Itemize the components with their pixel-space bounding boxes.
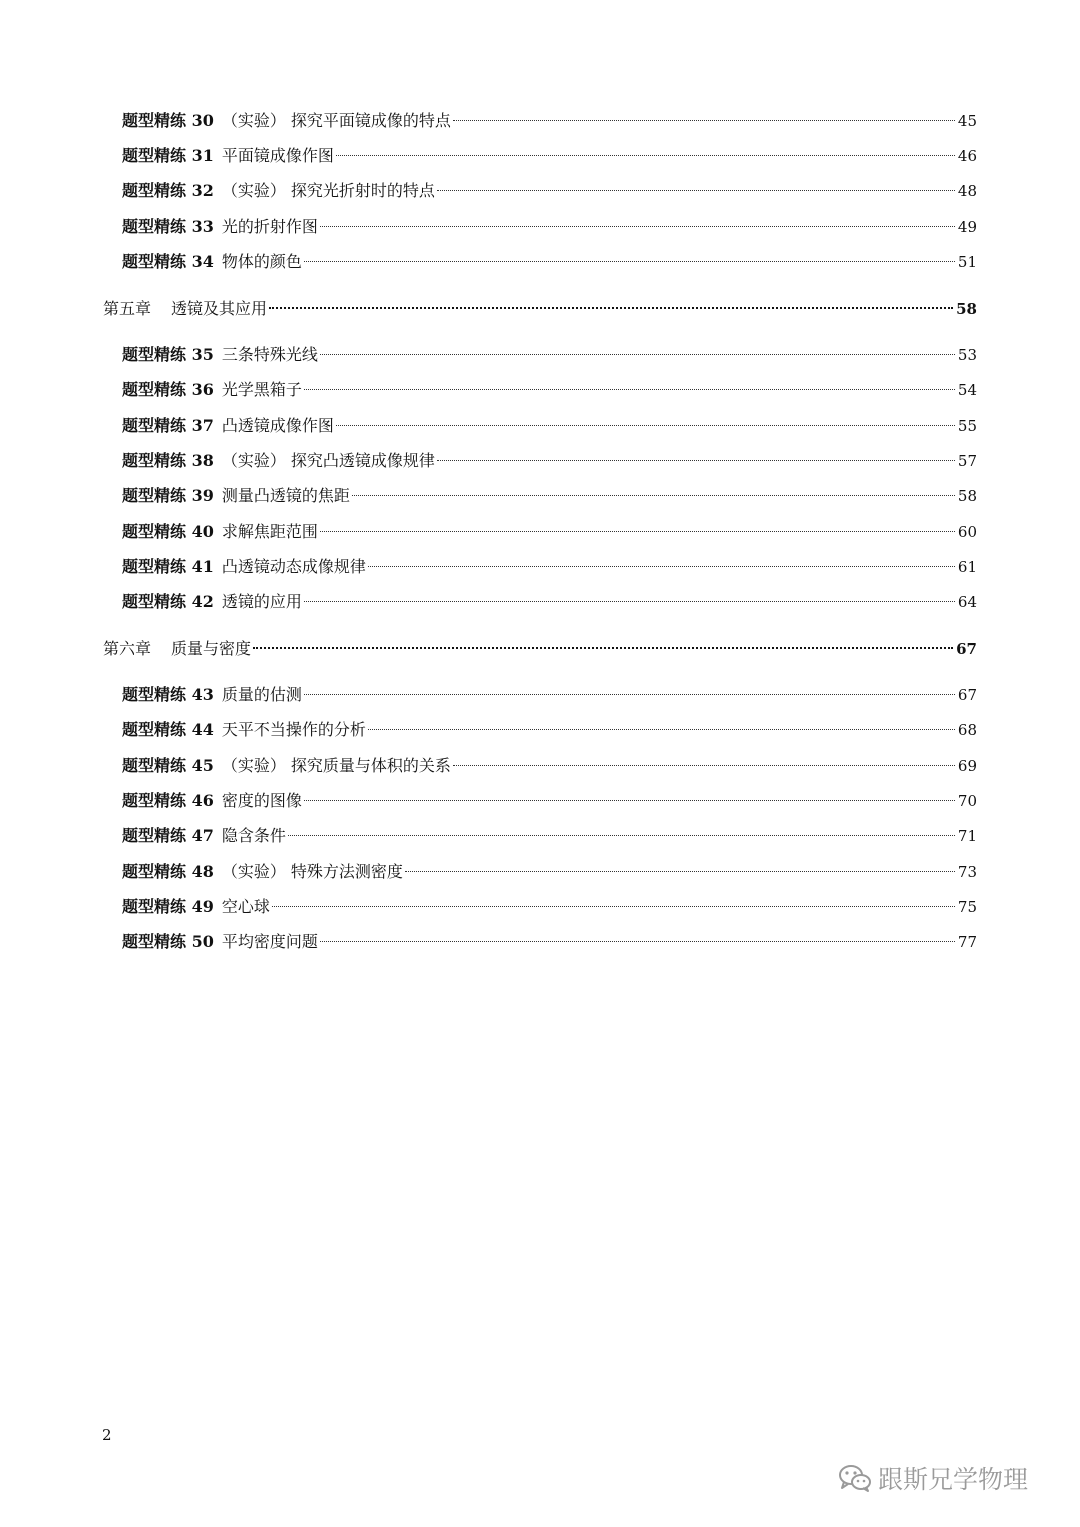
toc-entry-label: 题型精练 43 xyxy=(122,685,214,704)
chapter-label: 第六章 xyxy=(103,639,152,658)
toc-entry-label: 题型精练 33 xyxy=(122,217,214,236)
toc-entry[interactable] xyxy=(122,413,977,439)
toc-entry[interactable] xyxy=(122,554,977,580)
toc-entry-label: 题型精练 50 xyxy=(122,932,214,951)
dot-leader xyxy=(453,764,955,766)
dot-leader xyxy=(304,600,955,602)
toc-entry-label: 题型精练 40 xyxy=(122,522,214,541)
dot-leader xyxy=(304,799,955,801)
chapter-title: 透镜及其应用 xyxy=(171,299,268,318)
toc-entry[interactable] xyxy=(122,859,977,885)
toc-entry-label: 题型精练 45 xyxy=(122,756,214,775)
dot-leader xyxy=(320,353,955,355)
toc-entry-page: 69 xyxy=(957,757,977,775)
dot-leader xyxy=(320,530,955,532)
toc-entry-title: 测量凸透镜的焦距 xyxy=(221,486,350,505)
toc-entry-label: 题型精练 42 xyxy=(122,592,214,611)
toc-entry-title: 光的折射作图 xyxy=(221,217,318,236)
toc-entry-label: 题型精练 41 xyxy=(122,557,214,576)
dot-leader xyxy=(304,388,955,390)
toc-entry[interactable] xyxy=(122,448,977,474)
dot-leader xyxy=(336,424,955,426)
toc-entry-page: 55 xyxy=(957,417,977,435)
toc-entry-page: 61 xyxy=(957,558,977,576)
dot-leader xyxy=(405,870,955,872)
dot-leader xyxy=(288,834,955,836)
toc-entry-title: 平均密度问题 xyxy=(221,932,318,951)
toc-entry-title: （实验） 探究光折射时的特点 xyxy=(221,181,435,200)
watermark-text: 跟斯兄学物理 xyxy=(878,1465,1029,1494)
toc-entry-title: 凸透镜动态成像规律 xyxy=(221,557,366,576)
toc-entry-label: 题型精练 47 xyxy=(122,826,214,845)
toc-entry-label: 题型精练 31 xyxy=(122,146,214,165)
toc-entry-label: 题型精练 48 xyxy=(122,862,214,881)
toc-chapter[interactable] xyxy=(103,636,977,662)
chapter-label: 第五章 xyxy=(103,299,152,318)
toc-entry-label: 题型精练 39 xyxy=(122,486,214,505)
toc-entry-title: 隐含条件 xyxy=(221,826,286,845)
toc-entry-title: 质量的估测 xyxy=(221,685,302,704)
toc-entry-title: 凸透镜成像作图 xyxy=(221,416,334,435)
toc-entry[interactable] xyxy=(122,753,977,779)
dot-leader xyxy=(269,306,953,309)
toc-entry-label: 题型精练 37 xyxy=(122,416,214,435)
toc-entry-page: 57 xyxy=(957,452,977,470)
toc-entry-label: 题型精练 38 xyxy=(122,451,214,470)
toc-entry-page: 45 xyxy=(957,112,977,130)
toc-entry[interactable] xyxy=(122,788,977,814)
toc-entry[interactable] xyxy=(122,342,977,368)
toc-entry-label: 题型精练 46 xyxy=(122,791,214,810)
dot-leader xyxy=(368,565,955,567)
toc-entry-label: 题型精练 35 xyxy=(122,345,214,364)
toc-entry-title: 透镜的应用 xyxy=(221,592,302,611)
toc-entry[interactable] xyxy=(122,717,977,743)
toc-entry-title: 光学黑箱子 xyxy=(221,380,302,399)
toc-entry-page: 51 xyxy=(957,253,977,271)
toc-entry-label: 题型精练 36 xyxy=(122,380,214,399)
chapter-title: 质量与密度 xyxy=(171,639,252,658)
dot-leader xyxy=(272,905,955,907)
toc-entry-label: 题型精练 30 xyxy=(122,111,214,130)
toc-entry-page: 71 xyxy=(957,827,977,845)
toc-entry[interactable] xyxy=(122,519,977,545)
toc-entry-page: 46 xyxy=(957,147,977,165)
toc-entry[interactable] xyxy=(122,589,977,615)
toc-entry-page: 60 xyxy=(957,523,977,541)
toc-entry-title: 天平不当操作的分析 xyxy=(221,720,366,739)
toc-entry-page: 75 xyxy=(957,898,977,916)
toc-entry-label: 题型精练 32 xyxy=(122,181,214,200)
dot-leader xyxy=(453,119,955,121)
toc-entry-title: 求解焦距范围 xyxy=(221,522,318,541)
toc-entry[interactable] xyxy=(122,483,977,509)
toc-entry-title: （实验） 特殊方法测密度 xyxy=(221,862,403,881)
dot-leader xyxy=(304,260,955,262)
toc-entry-page: 77 xyxy=(957,933,977,951)
toc-entry-page: 64 xyxy=(957,593,977,611)
toc-entry-title: 物体的颜色 xyxy=(221,252,302,271)
dot-leader xyxy=(368,728,955,730)
toc-entry-page: 70 xyxy=(957,792,977,810)
toc-entry-title: 空心球 xyxy=(221,897,270,916)
dot-leader xyxy=(320,940,955,942)
toc-entry[interactable] xyxy=(122,108,977,134)
toc-entry-page: 53 xyxy=(957,346,977,364)
toc-entry-title: 三条特殊光线 xyxy=(221,345,318,364)
toc-entry[interactable] xyxy=(122,929,977,955)
toc-entry[interactable] xyxy=(122,178,977,204)
chapter-page: 67 xyxy=(956,640,977,658)
dot-leader xyxy=(304,693,955,695)
toc-entry-page: 73 xyxy=(957,863,977,881)
toc-entry[interactable] xyxy=(122,894,977,920)
toc-entry-title: （实验） 探究凸透镜成像规律 xyxy=(221,451,435,470)
wechat-icon xyxy=(838,1463,872,1493)
dot-leader xyxy=(352,494,955,496)
chapter-page: 58 xyxy=(956,300,977,318)
toc-entry-page: 49 xyxy=(957,218,977,236)
toc-entry[interactable] xyxy=(122,377,977,403)
toc-entry-label: 题型精练 49 xyxy=(122,897,214,916)
toc-entry-page: 54 xyxy=(957,381,977,399)
toc-entry-title: （实验） 探究质量与体积的关系 xyxy=(221,756,451,775)
toc-entry-page: 67 xyxy=(957,686,977,704)
toc-entry-title: （实验） 探究平面镜成像的特点 xyxy=(221,111,451,130)
page-number: 2 xyxy=(102,1426,112,1444)
dot-leader xyxy=(437,189,955,191)
toc-entry-page: 58 xyxy=(957,487,977,505)
toc-entry-page: 48 xyxy=(957,182,977,200)
toc-entry-page: 68 xyxy=(957,721,977,739)
dot-leader xyxy=(437,459,955,461)
toc-entry-title: 平面镜成像作图 xyxy=(221,146,334,165)
toc-entry[interactable] xyxy=(122,249,977,275)
toc-entry[interactable] xyxy=(122,682,977,708)
dot-leader xyxy=(320,225,955,227)
toc-entry[interactable] xyxy=(122,143,977,169)
dot-leader xyxy=(336,154,955,156)
toc-entry-label: 题型精练 44 xyxy=(122,720,214,739)
toc-entry[interactable] xyxy=(122,823,977,849)
toc-entry-title: 密度的图像 xyxy=(221,791,302,810)
toc-entry-label: 题型精练 34 xyxy=(122,252,214,271)
toc-entry[interactable] xyxy=(122,214,977,240)
dot-leader xyxy=(253,646,953,649)
toc-chapter[interactable] xyxy=(103,296,977,322)
watermark xyxy=(838,1460,1028,1496)
